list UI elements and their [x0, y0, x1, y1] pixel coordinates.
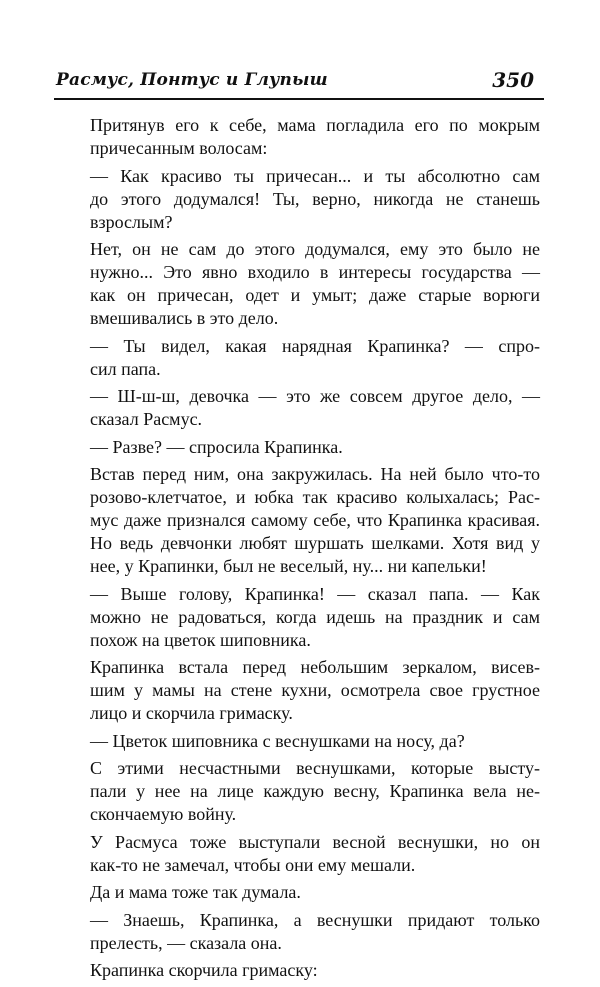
text-line: прелесть, — сказала она. — [90, 932, 282, 953]
text-line: — Цветок шиповника с веснушками на носу, да? — [90, 730, 465, 751]
text-line: С этими несчастными веснушками, которые высту- — [90, 758, 540, 778]
text-line: — Ш-ш-ш, девочка — это же совсем другое дело, — — [90, 386, 540, 406]
text-line: Но ведь девчонки любят шуршать шелками. Хотя вид у — [90, 533, 540, 553]
paragraph — [88, 385, 540, 431]
paragraph — [88, 656, 540, 725]
text-line: лицо и скорчила гримаску. — [90, 703, 293, 723]
text-line: Нет, он не сам до этого додумался, ему это было не — [90, 239, 540, 259]
body-text — [88, 114, 540, 987]
text-line: — Как красиво ты причесан... и ты абсолютно сам — [90, 165, 540, 186]
paragraph — [88, 114, 540, 160]
text-line: мус даже признался самому себе, что Крапинка красивая. — [90, 510, 540, 530]
text-line: Притянув его к себе, мама погладила его по мокрым — [90, 115, 540, 135]
paragraph — [88, 335, 540, 381]
running-header — [56, 66, 540, 96]
text-line: можно не радоваться, когда идешь на праздник и сам — [90, 606, 540, 627]
paragraph — [88, 730, 540, 753]
text-line: — Разве? — спросила Крапинка. — [90, 436, 343, 457]
text-line: розово-клетчатое, и юбка так красиво колыхалась; Рас- — [90, 487, 540, 507]
paragraph — [88, 881, 540, 904]
text-line: вмешивались в это дело. — [90, 308, 279, 328]
text-line: сказал Расмус. — [90, 409, 203, 429]
text-line: как-то не замечал, чтобы они ему мешали. — [90, 854, 416, 875]
book-title: Расмус, Понтус и Глупыш — [56, 70, 328, 90]
page-number: 350 — [492, 68, 534, 92]
header-rule — [54, 98, 544, 100]
text-line: как он причесан, одет и умыт; даже старые ворюги — [90, 285, 540, 305]
text-line: Да и мама тоже так думала. — [90, 882, 301, 902]
text-line: сил папа. — [90, 358, 161, 379]
paragraph — [88, 583, 540, 652]
paragraph — [88, 165, 540, 234]
text-line: скончаемую войну. — [90, 804, 237, 824]
paragraph — [88, 909, 540, 955]
text-line: похож на цветок шиповника. — [90, 629, 311, 650]
text-line: нее, у Крапинки, был не веселый, ну... ни капельки! — [90, 556, 487, 576]
text-line: Встав перед ним, она закружилась. На ней было что-то — [90, 464, 540, 484]
text-line: Крапинка встала перед небольшим зеркалом, висев- — [90, 657, 540, 677]
text-line: взрослым? — [90, 211, 173, 232]
paragraph — [88, 463, 540, 578]
paragraph — [88, 436, 540, 459]
paragraph — [88, 831, 540, 877]
text-line: У Расмуса тоже выступали весной веснушки, но он — [90, 831, 540, 852]
text-line: до этого додумался! Ты, верно, никогда не станешь — [90, 188, 540, 209]
text-line: — Выше голову, Крапинка! — сказал папа. — Как — [90, 583, 540, 604]
text-line: причесанным волосам: — [90, 138, 268, 158]
text-line: — Ты видел, какая нарядная Крапинка? — спро- — [90, 335, 540, 356]
text-line: шим у мамы на стене кухни, осмотрела свое грустное — [90, 680, 540, 700]
paragraph — [88, 238, 540, 330]
paragraph — [88, 757, 540, 826]
text-line: Крапинка скорчила гримаску: — [90, 960, 318, 980]
text-line: нужно... Это явно входило в интересы государства — — [90, 262, 540, 282]
text-line: — Знаешь, Крапинка, а веснушки придают только — [90, 909, 540, 930]
text-line: пали у нее на лице каждую весну, Крапинка вела не- — [90, 781, 540, 801]
